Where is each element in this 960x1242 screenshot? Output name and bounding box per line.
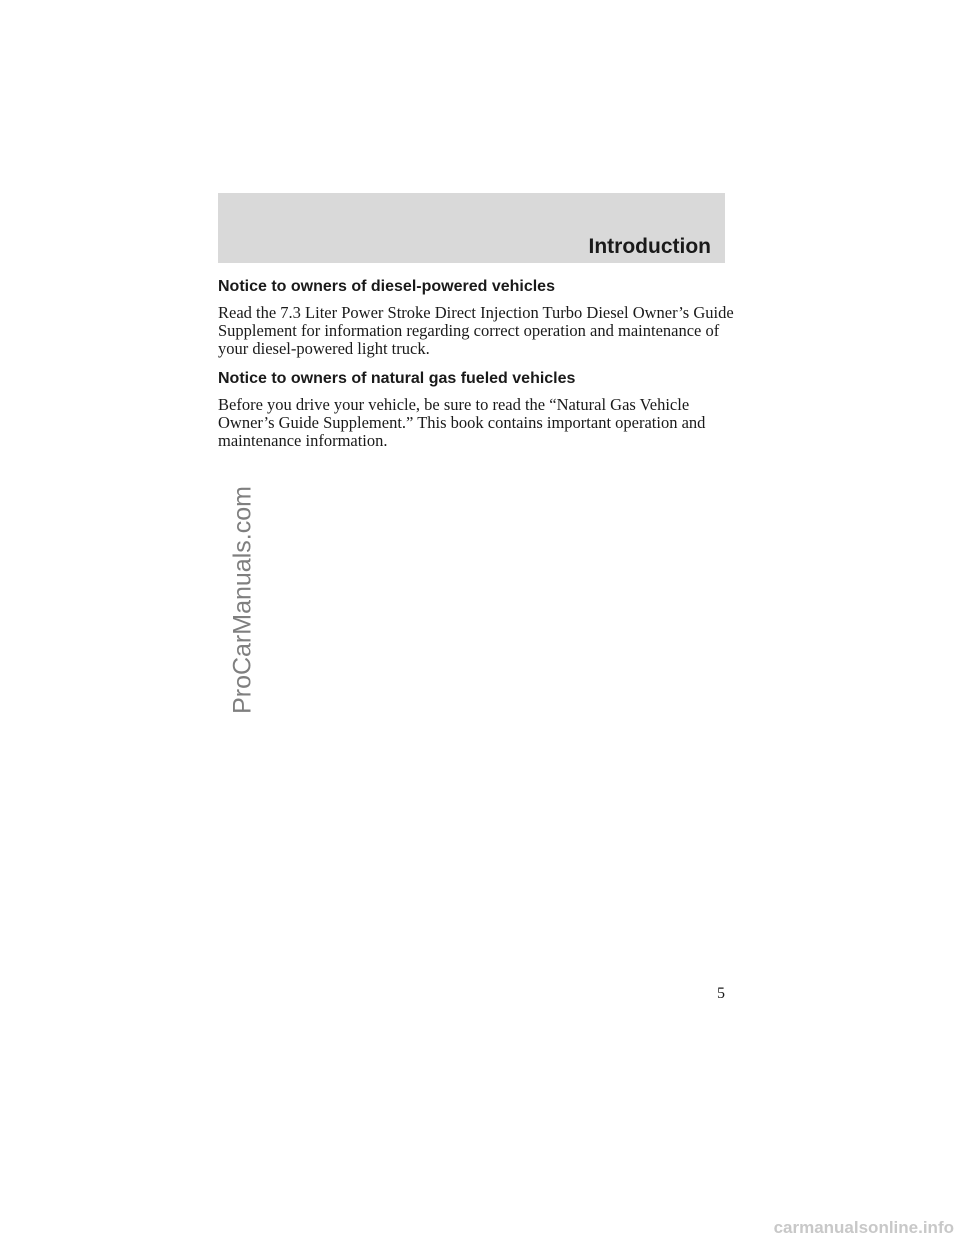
diesel-notice-section (218, 276, 738, 358)
section-title: Introduction (588, 235, 711, 258)
side-watermark: ProCarManuals.com (228, 486, 257, 714)
diesel-notice-body: Read the 7.3 Liter Power Stroke Direct Injection Turbo Diesel Owner’s Guide Supplement for information regarding correct operation and maintenance of your diesel-powered light truck. (218, 303, 734, 358)
bottom-watermark: carmanualsonline.info (773, 1218, 954, 1237)
natural-gas-notice-body: Before you drive your vehicle, be sure to read the “Natural Gas Vehicle Owner’s Guide Supplement.” This book contains important operation and maintenance information. (218, 395, 706, 450)
page-content (218, 276, 738, 460)
natural-gas-notice-heading: Notice to owners of natural gas fueled vehicles (218, 370, 576, 387)
section-header-band (218, 193, 725, 263)
diesel-notice-heading: Notice to owners of diesel-powered vehicles (218, 278, 555, 295)
natural-gas-notice-section (218, 368, 738, 450)
page-number: 5 (717, 985, 725, 1002)
